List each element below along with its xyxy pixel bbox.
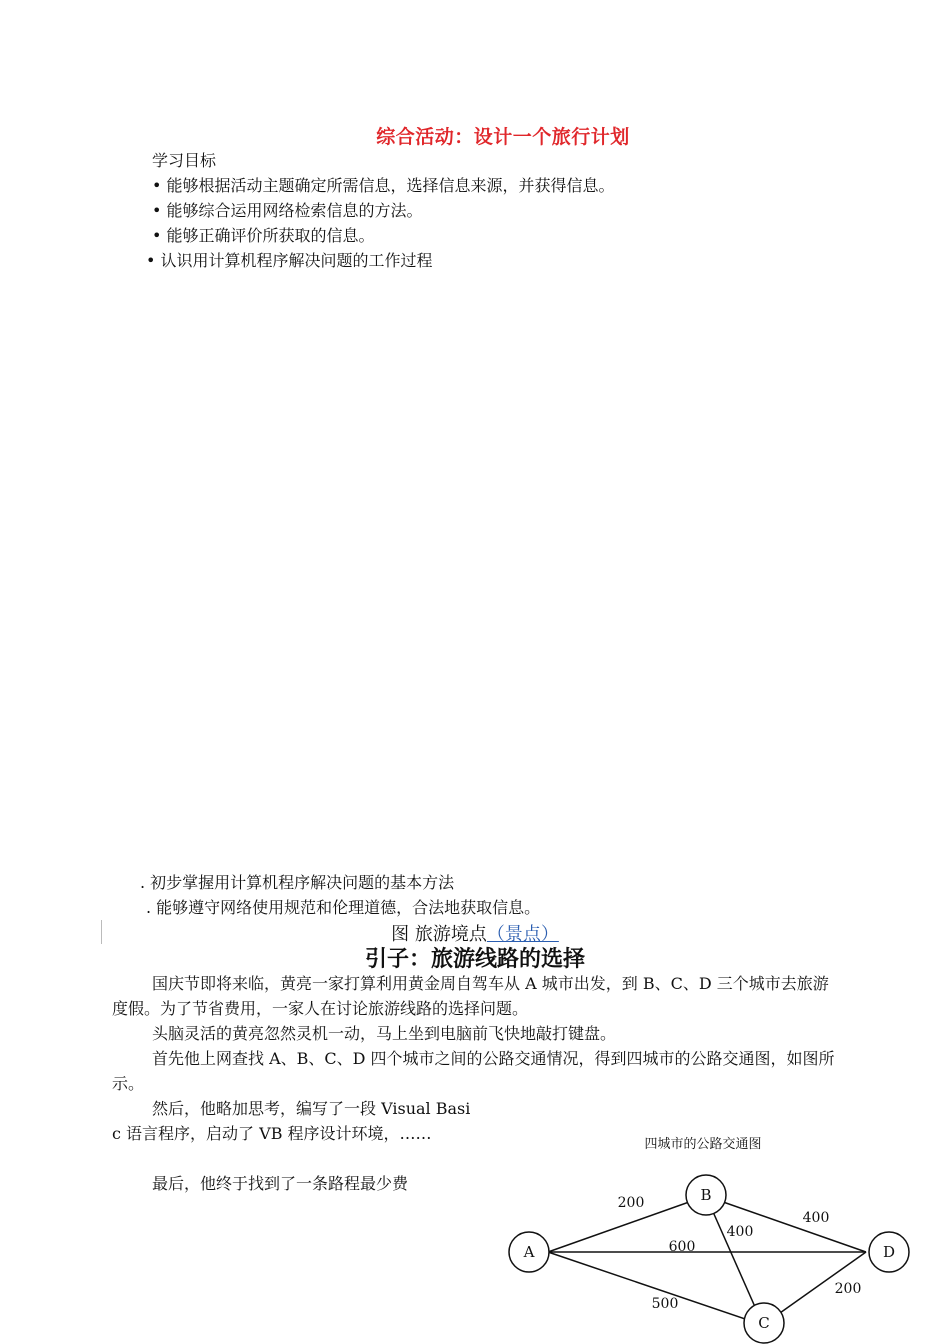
objective-item: • 能够根据活动主题确定所需信息，选择信息来源，并获得信息。 [152,176,615,195]
objectives-heading: 学习目标 [152,151,217,170]
edge-label-b-d: 400 [802,1210,830,1226]
diagram-title: 四城市的公路交通图 [644,1137,762,1152]
objective-item: • 能够正确评价所获取的信息。 [152,226,375,245]
road-map-diagram [500,1125,920,1344]
figure-caption-text: 图 旅游境点 [391,924,487,945]
node-b [686,1175,726,1215]
edge-label-a-c: 500 [651,1296,679,1312]
node-d-label: D [882,1243,896,1261]
objective-item: • 认识用计算机程序解决问题的工作过程 [146,251,433,270]
objective-item: . 能够遵守网络使用规范和伦理道德，合法地获取信息。 [146,898,541,917]
edge-label-c-d: 200 [834,1281,862,1297]
node-a-label: A [523,1243,535,1261]
edge-a-c [548,1252,763,1325]
edge-label-a-b: 200 [617,1195,645,1211]
objective-item: • 能够综合运用网络检索信息的方法。 [152,201,423,220]
objective-item: . 初步掌握用计算机程序解决问题的基本方法 [140,873,455,892]
node-c [744,1303,784,1343]
node-a [509,1232,549,1272]
edge-label-a-d: 600 [668,1239,696,1255]
paragraph: 头脑灵活的黄亮忽然灵机一动，马上坐到电脑前飞快地敲打键盘。 [152,1024,617,1043]
paragraph: 最后，他终于找到了一条路程最少费 [152,1174,409,1193]
document-title: 综合活动：设计一个旅行计划 [376,126,630,148]
figure-caption-link[interactable]: （景点） [486,924,559,945]
paragraph: 国庆节即将来临，黄亮一家打算利用黄金周自驾车从 A 城市出发，到 B、C、D 三个城市去旅游度假。为了节省费用，一家人在讨论旅游线路的选择问题。 [112,974,829,1018]
paragraph: 首先他上网查找 A、B、C、D 四个城市之间的公路交通情况，得到四城市的公路交通图，如图所示。 [112,1049,835,1093]
section-title: 引子：旅游线路的选择 [364,947,585,972]
edge-label-b-c: 400 [726,1224,754,1240]
paragraph: 然后，他略加思考，编写了一段 Visual Basic 语言程序，启动了 VB 程序设计环境，…… [112,1099,471,1143]
node-d [869,1232,909,1272]
node-b-label: B [700,1186,712,1204]
node-c-label: C [758,1314,770,1332]
